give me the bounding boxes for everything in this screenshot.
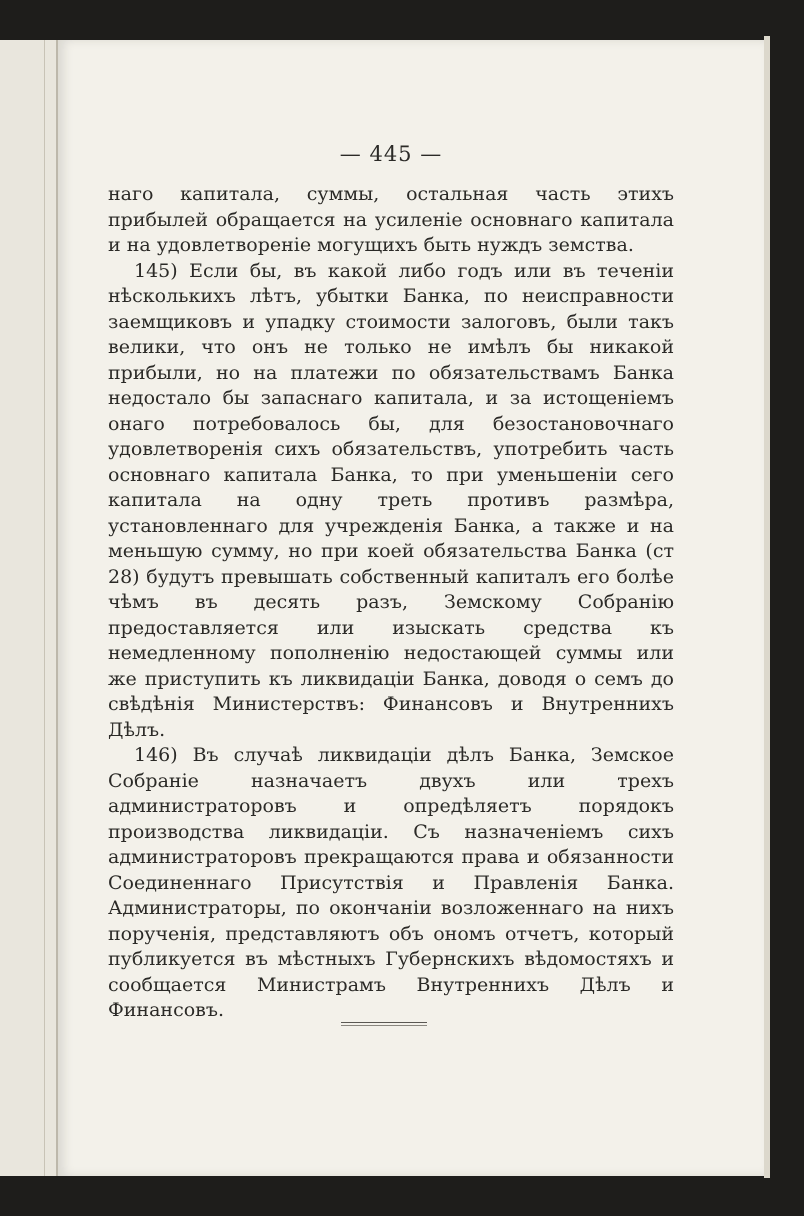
paragraph-article-145: 145) Если бы, въ какой либо годъ или въ теченіи нѣсколькихъ лѣтъ, убытки Банка, по неисправности заемщиковъ и упадку стоимости залоговъ, были такъ велики, что онъ не только не имѣлъ бы никакой прибыли, но на платежи по обязательствамъ Банка недостало бы запаснаго капитала, и за истощеніемъ онаго потребовалось бы, для безостановочнаго удовлетворенія сихъ обязательствъ, употребить часть основнаго капитала Банка, то при уменьшеніи сего капитала на одну треть противъ размѣра, установленнаго для учрежденія Банка, а также и на меньшую сумму, но при коей обязательства Банка (ст 28) будутъ превышать собственный капиталъ его болѣе чѣмъ въ десять разъ, Земскому Собранію предоставляется или изыскать средства къ немедленному пополненію недостающей суммы или же приступить къ ликвидаціи Банка, доводя о семъ до свѣдѣнія Министерствъ: Финансовъ и Внутреннихъ Дѣлъ. (108, 259, 674, 741)
page-fold-line (44, 40, 45, 1176)
book-page (58, 40, 764, 1176)
section-end-rule (341, 1022, 427, 1023)
right-page-stack (764, 36, 770, 1178)
paragraph-continuation: наго капитала, суммы, остальная часть этихъ прибылей обращается на усиленіе основнаго капитала и на удовлетвореніе могущихъ быть нуждъ земства. (108, 183, 674, 256)
section-end-rule-secondary (341, 1025, 427, 1026)
page-content (108, 142, 674, 1024)
left-page-edge (0, 40, 58, 1176)
page-number: — 445 — (339, 142, 443, 166)
paragraph-article-146: 146) Въ случаѣ ликвидаціи дѣлъ Банка, Земское Собраніе назначаетъ двухъ или трехъ администраторовъ и опредѣляетъ порядокъ производства ликвидаціи. Съ назначеніемъ сихъ администраторовъ прекращаются права и обязанности Соединеннаго Присутствія и Правленія Банка. Администраторы, по окончаніи возложеннаго на нихъ порученія, представляютъ объ ономъ отчетъ, который публикуется въ мѣстныхъ Губернскихъ вѣдомостяхъ и сообщается Министрамъ Внутреннихъ Дѣлъ и Финансовъ. (108, 744, 674, 1021)
